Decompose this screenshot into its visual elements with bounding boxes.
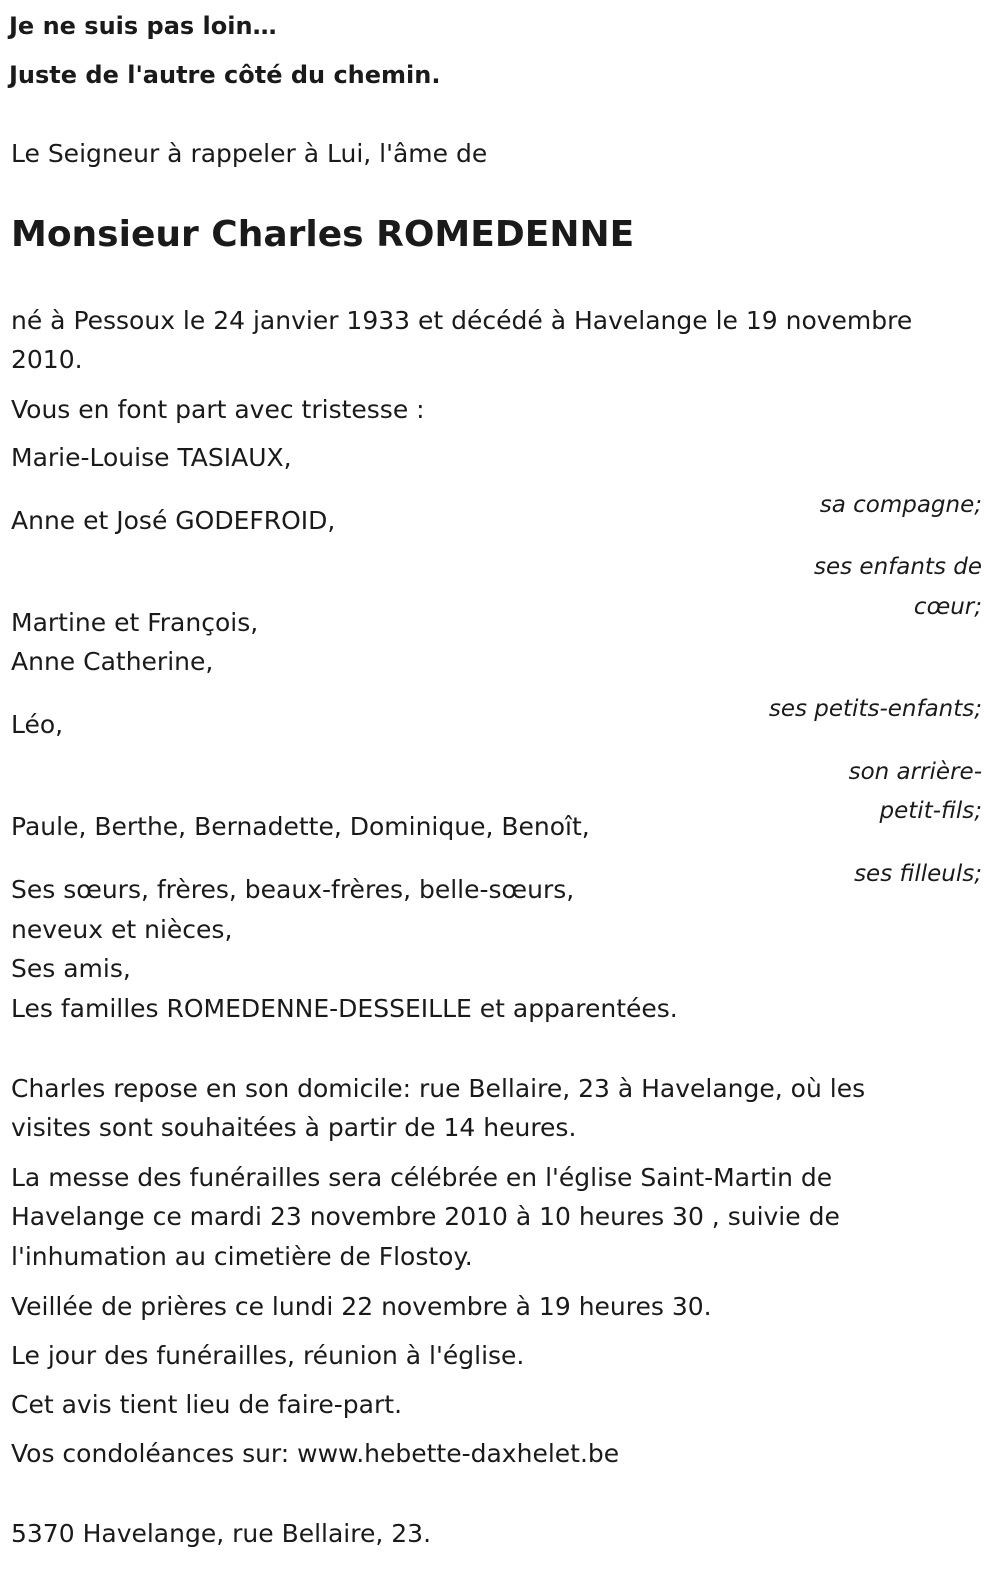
godchildren-names: Paule, Berthe, Bernadette, Dominique, Benoît, [11, 812, 590, 841]
other-family-line: Ses sœurs, frères, beaux-frères, belle-sœurs, [11, 875, 575, 904]
other-family-line: Ses amis, [11, 954, 131, 983]
poem-line-1: Je ne suis pas loin… [9, 12, 277, 40]
meeting-text: Le jour des funérailles, réunion à l'église. [11, 1341, 525, 1370]
godchildren-relation: ses filleuls; [854, 861, 982, 887]
mass-line-2: Havelange ce mardi 23 novembre 2010 à 10 heures 30 , suivie de [11, 1202, 840, 1231]
intro-text: Le Seigneur à rappeler à Lui, l'âme de [11, 139, 488, 168]
great-grandchild-relation-line-1: son arrière- [848, 759, 982, 785]
grandchild-1: Martine et François, [11, 608, 259, 637]
condolences-text: Vos condoléances sur: www.hebette-daxhelet.be [11, 1439, 620, 1468]
vigil-text: Veillée de prières ce lundi 22 novembre à 19 heures 30. [11, 1292, 712, 1321]
other-family-line: Les familles ROMEDENNE-DESSEILLE et apparentées. [11, 994, 678, 1023]
deceased-name: Monsieur Charles ROMEDENNE [11, 214, 635, 255]
notice-text: Cet avis tient lieu de faire-part. [11, 1390, 403, 1419]
children-relation-line-1: ses enfants de [814, 554, 982, 580]
birth-death-line-2: 2010. [11, 345, 83, 374]
address-text: 5370 Havelange, rue Bellaire, 23. [11, 1519, 432, 1548]
grandchild-2: Anne Catherine, [11, 647, 214, 676]
great-grandchild-relation-line-2: petit-fils; [879, 798, 982, 824]
mass-line-1: La messe des funérailles sera célébrée en l'église Saint-Martin de [11, 1163, 833, 1192]
grandchildren-relation: ses petits-enfants; [768, 696, 982, 722]
great-grandchild: Léo, [11, 710, 64, 739]
birth-death-line-1: né à Pessoux le 24 janvier 1933 et décédé à Havelange le 19 novembre [11, 306, 913, 335]
partner-name: Marie-Louise TASIAUX, [11, 443, 292, 472]
other-family-line: neveux et nièces, [11, 915, 233, 944]
visit-line-1: Charles repose en son domicile: rue Bellaire, 23 à Havelange, où les [11, 1074, 866, 1103]
visit-line-2: visites sont souhaitées à partir de 14 heures. [11, 1113, 577, 1142]
children-relation-line-2: cœur; [913, 594, 982, 620]
children-names: Anne et José GODEFROID, [11, 506, 336, 535]
announce-text: Vous en font part avec tristesse : [11, 395, 425, 424]
poem-line-2: Juste de l'autre côté du chemin. [9, 61, 441, 89]
partner-relation: sa compagne; [819, 492, 982, 518]
mass-line-3: l'inhumation au cimetière de Flostoy. [11, 1242, 473, 1271]
